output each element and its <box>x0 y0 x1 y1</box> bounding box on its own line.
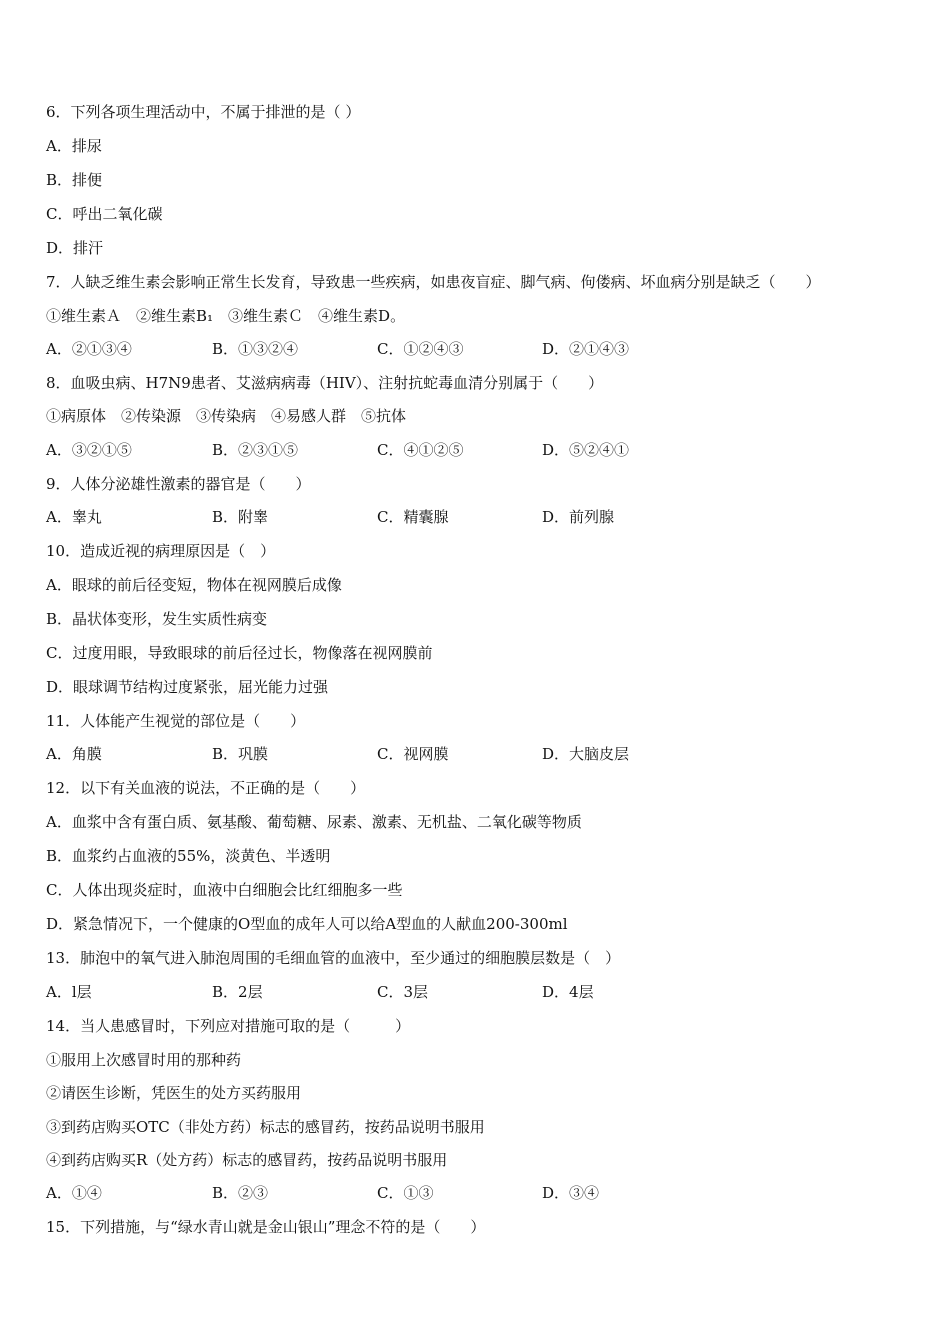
question-14-item-2: ②请医生诊断，凭医生的处方买药服用 <box>46 1084 302 1102</box>
question-15-stem: 15．下列措施，与“绿水青山就是金山银山”理念不符的是（ ） <box>46 1218 486 1236</box>
question-9-options <box>0 507 950 527</box>
question-14-item-3: ③到药店购买OTC（非处方药）标志的感冒药，按药品说明书服用 <box>46 1118 485 1136</box>
question-9-stem: 9．人体分泌雄性激素的器官是（ ） <box>46 475 311 493</box>
question-8-stem: 8．血吸虫病、H7N9患者、艾滋病病毒（HIV）、注射抗蛇毒血清分别属于（ ） <box>46 374 604 392</box>
question-9-option-a: A．睾丸 <box>46 508 102 526</box>
question-7-option-c: C．①②④③ <box>377 340 464 358</box>
question-9-option-c: C．精囊腺 <box>377 508 449 526</box>
question-14-option-a: A．①④ <box>46 1184 102 1202</box>
question-8-items: ①病原体 ②传染源 ③传染病 ④易感人群 ⑤抗体 <box>46 407 407 425</box>
question-14-item-4: ④到药店购买R（处方药）标志的感冒药，按药品说明书服用 <box>46 1151 448 1169</box>
question-6-option-b: B．排便 <box>46 171 103 189</box>
question-8-option-a: A．③②①⑤ <box>46 441 132 459</box>
question-7-options <box>0 339 950 359</box>
question-11-stem: 11．人体能产生视觉的部位是（ ） <box>46 712 306 730</box>
question-13-stem: 13．肺泡中的氧气进入肺泡周围的毛细血管的血液中，至少通过的细胞膜层数是（ ） <box>46 949 621 967</box>
question-13-option-a: A．l层 <box>46 983 92 1001</box>
question-13-option-b: B．2层 <box>212 983 263 1001</box>
question-12-option-a: A．血浆中含有蛋白质、氨基酸、葡萄糖、尿素、激素、无机盐、二氧化碳等物质 <box>46 813 582 831</box>
question-14-option-d: D．③④ <box>542 1184 600 1202</box>
question-10-option-c: C．过度用眼，导致眼球的前后径过长，物像落在视网膜前 <box>46 644 433 662</box>
question-8-option-b: B．②③①⑤ <box>212 441 299 459</box>
question-11-option-d: D．大脑皮层 <box>542 745 630 763</box>
question-6-option-c: C．呼出二氧化碳 <box>46 205 163 223</box>
question-9-option-d: D．前列腺 <box>542 508 615 526</box>
question-10-option-b: B．晶状体变形，发生实质性病变 <box>46 610 268 628</box>
question-13-option-d: D．4层 <box>542 983 594 1001</box>
question-12-stem: 12．以下有关血液的说法，不正确的是（ ） <box>46 779 366 797</box>
question-7-option-a: A．②①③④ <box>46 340 132 358</box>
question-12-option-b: B．血浆约占血液的55%，淡黄色、半透明 <box>46 847 331 865</box>
question-14-option-c: C．①③ <box>377 1184 434 1202</box>
question-12-option-d: D．紧急情况下，一个健康的O型血的成年人可以给A型血的人献血200-300ml <box>46 915 568 933</box>
question-7-items: ①维生素Ａ ②维生素B₁ ③维生素Ｃ ④维生素D。 <box>46 307 406 325</box>
question-11-options <box>0 744 950 764</box>
question-7-option-b: B．①③②④ <box>212 340 299 358</box>
question-7-option-d: D．②①④③ <box>542 340 630 358</box>
question-14-option-b: B．②③ <box>212 1184 269 1202</box>
question-10-option-a: A．眼球的前后径变短，物体在视网膜后成像 <box>46 576 342 594</box>
question-11-option-a: A．角膜 <box>46 745 102 763</box>
question-6-option-d: D．排汗 <box>46 239 104 257</box>
question-6-option-a: A．排尿 <box>46 137 102 155</box>
question-14-options <box>0 1183 950 1203</box>
question-12-option-c: C．人体出现炎症时，血液中白细胞会比红细胞多一些 <box>46 881 403 899</box>
question-6-stem: 6．下列各项生理活动中，不属于排泄的是（ ） <box>46 103 361 121</box>
question-9-option-b: B．附睾 <box>212 508 269 526</box>
question-14-stem: 14．当人患感冒时，下列应对措施可取的是（ ） <box>46 1017 411 1035</box>
question-13-option-c: C．3层 <box>377 983 429 1001</box>
question-8-options <box>0 440 950 460</box>
question-10-option-d: D．眼球调节结构过度紧张，屈光能力过强 <box>46 678 329 696</box>
question-7-stem: 7．人缺乏维生素会影响正常生长发育，导致患一些疾病，如患夜盲症、脚气病、佝偻病、坏血病分别是缺乏（ ） <box>46 273 821 291</box>
question-14-item-1: ①服用上次感冒时用的那种药 <box>46 1051 242 1069</box>
question-8-option-c: C．④①②⑤ <box>377 441 464 459</box>
question-10-stem: 10．造成近视的病理原因是（ ） <box>46 542 276 560</box>
question-13-options <box>0 982 950 1002</box>
question-11-option-b: B．巩膜 <box>212 745 269 763</box>
question-8-option-d: D．⑤②④① <box>542 441 630 459</box>
question-11-option-c: C．视网膜 <box>377 745 449 763</box>
